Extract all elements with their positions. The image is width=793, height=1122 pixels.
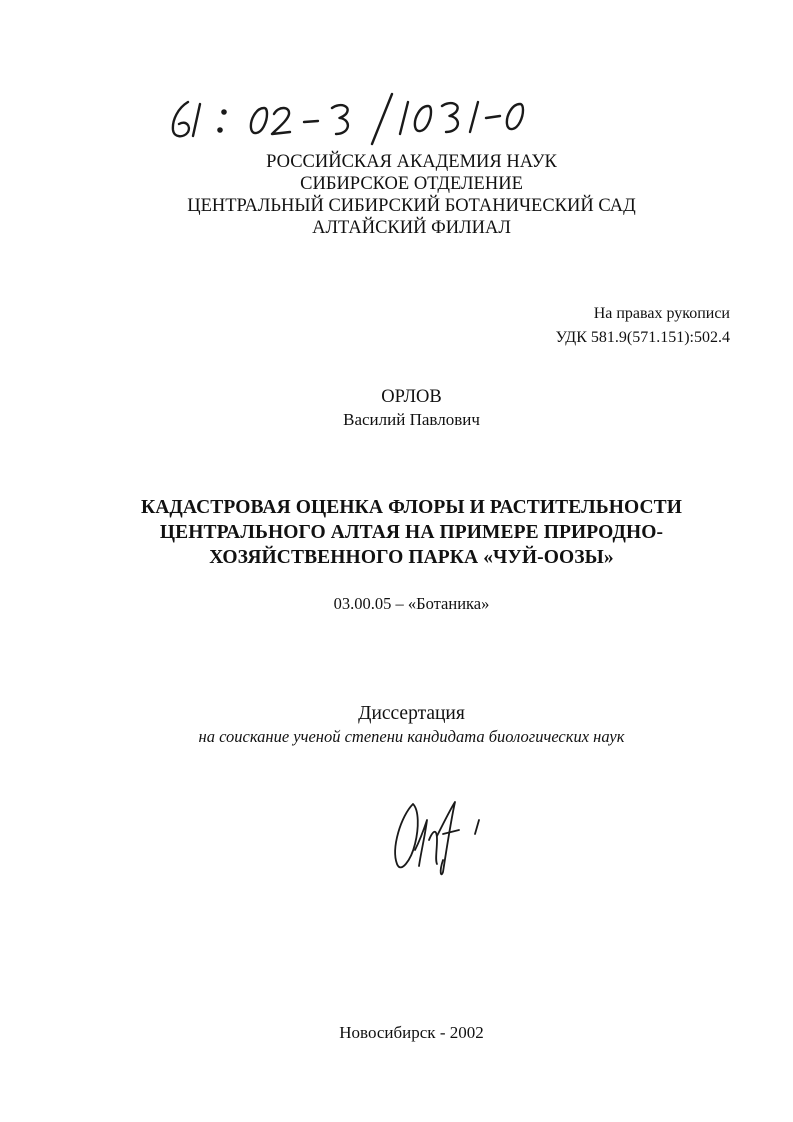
organization-line: СИБИРСКОЕ ОТДЕЛЕНИЕ xyxy=(300,174,523,194)
dissertation-title xyxy=(0,495,793,570)
title-line: ХОЗЯЙСТВЕННОГО ПАРКА «ЧУЙ-ООЗЫ» xyxy=(209,547,614,568)
dissertation-subtitle: на соискание ученой степени кандидата биологических наук xyxy=(198,727,625,746)
author-name: Василий Павлович xyxy=(343,410,480,429)
dissertation-block xyxy=(0,702,793,748)
organization-header xyxy=(0,151,793,239)
rights-block xyxy=(556,302,730,350)
author-surname: ОРЛОВ xyxy=(381,387,442,407)
organization-line: ЦЕНТРАЛЬНЫЙ СИБИРСКИЙ БОТАНИЧЕСКИЙ САД xyxy=(187,196,636,216)
city-year: Новосибирск - 2002 xyxy=(339,1023,484,1042)
handwritten-archive-code xyxy=(160,88,580,148)
manuscript-rights: На правах рукописи xyxy=(593,305,730,322)
title-line: ЦЕНТРАЛЬНОГО АЛТАЯ НА ПРИМЕРЕ ПРИРОДНО- xyxy=(159,522,664,543)
specialty-code: 03.00.05 – «Ботаника» xyxy=(333,594,490,613)
title-line: КАДАСТРОВАЯ ОЦЕНКА ФЛОРЫ И РАСТИТЕЛЬНОСТИ xyxy=(140,497,683,518)
udc-code: УДК 581.9(571.151):502.4 xyxy=(555,329,730,346)
author-block xyxy=(0,386,793,431)
author-signature xyxy=(385,790,505,880)
organization-line: АЛТАЙСКИЙ ФИЛИАЛ xyxy=(312,218,511,238)
dissertation-heading: Диссертация xyxy=(358,703,465,724)
organization-line: РОССИЙСКАЯ АКАДЕМИЯ НАУК xyxy=(266,152,557,172)
